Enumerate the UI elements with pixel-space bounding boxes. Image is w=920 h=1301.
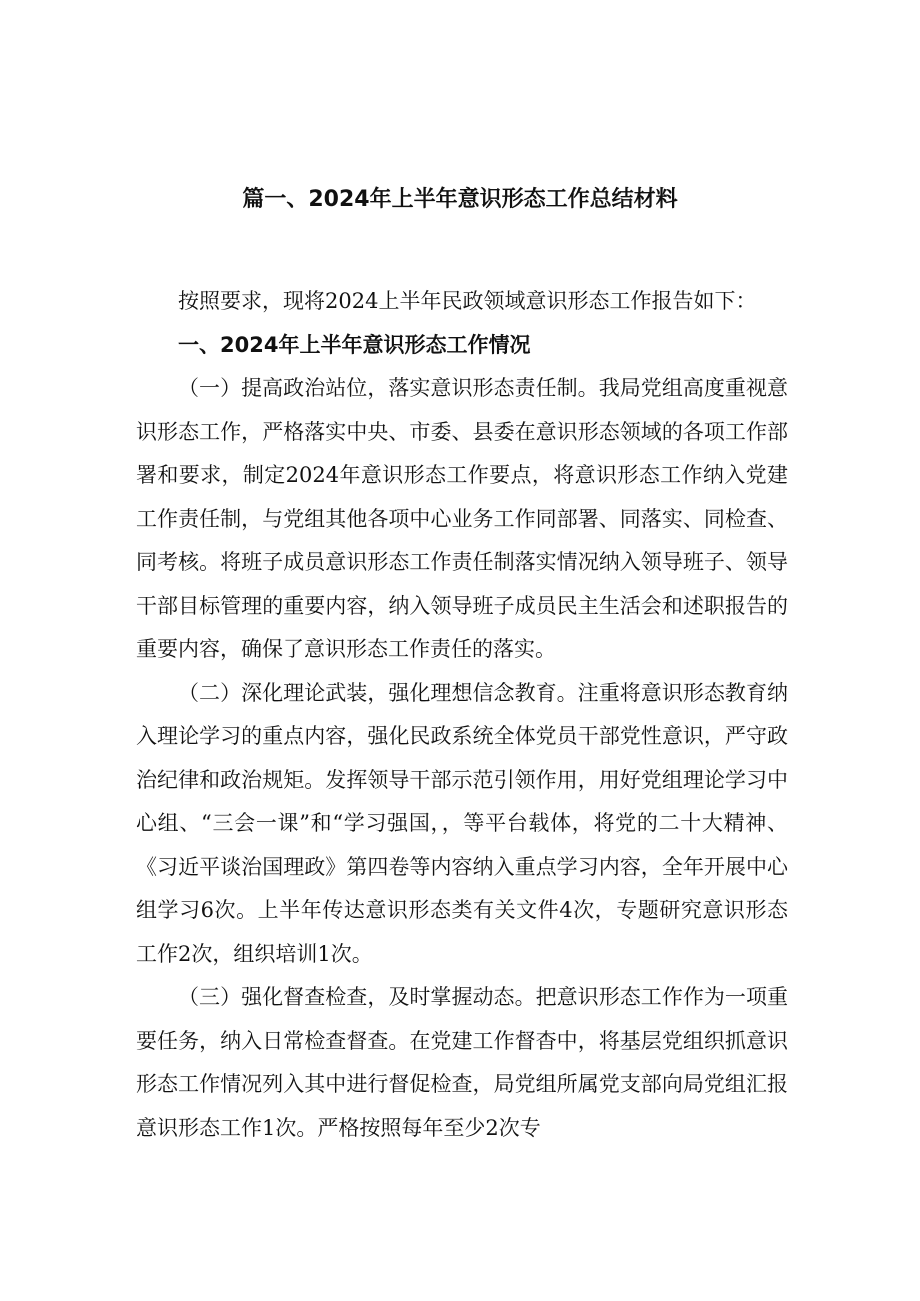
section-heading: 一、2024年上半年意识形态工作情况	[178, 332, 531, 357]
paragraph-1: （一）提高政治站位，落实意识形态责任制。我局党组高度重视意识形态工作，严格落实中央、市委、县委在意识形态领域的各项工作部署和要求，制定2024年意识形态工作要点，将意识形态工作纳入党建工作责任制，与党组其他各项中心业务工作同部署、同落实、同检查、同考核。将班子成员意识形态工作责任制落实情况纳入领导班子、领导干部目标管理的重要内容，纳入领导班子成员民主生活会和述职报告的重要内容，确保了意识形态工作责任的落实。	[136, 376, 788, 661]
document-title: 篇一、2024年上半年意识形态工作总结材料	[242, 187, 678, 212]
paragraph-2: （二）深化理论武装，强化理想信念教育。注重将意识形态教育纳入理论学习的重点内容，强化民政系统全体党员干部党性意识，严守政治纪律和政治规矩。发挥领导干部示范引领作用，用好党组理论学习中心组、“三会一课”和“学习强国，，等平台载体，将党的二十大精神、《习近平谈治国理政》第四卷等内容纳入重点学习内容，全年开展中心组学习6次。上半年传达意识形态类有关文件4次，专题研究意识形态工作2次，组织培训1次。	[136, 680, 788, 966]
paragraph-3: （三）强化督查检查，及时掌握动态。把意识形态工作作为一项重要任务，纳入日常检查督查。在党建工作督杳中，将基层党组织抓意识形态工作情况列入其中进行督促检查，局党组所属党支部向局党组汇报意识形态工作1次。严格按照每年至少2次专	[136, 985, 788, 1140]
intro-paragraph: 按照要求，现将2024上半年民政领域意识形态工作报告如下：	[178, 289, 757, 313]
document-body	[136, 280, 788, 1150]
